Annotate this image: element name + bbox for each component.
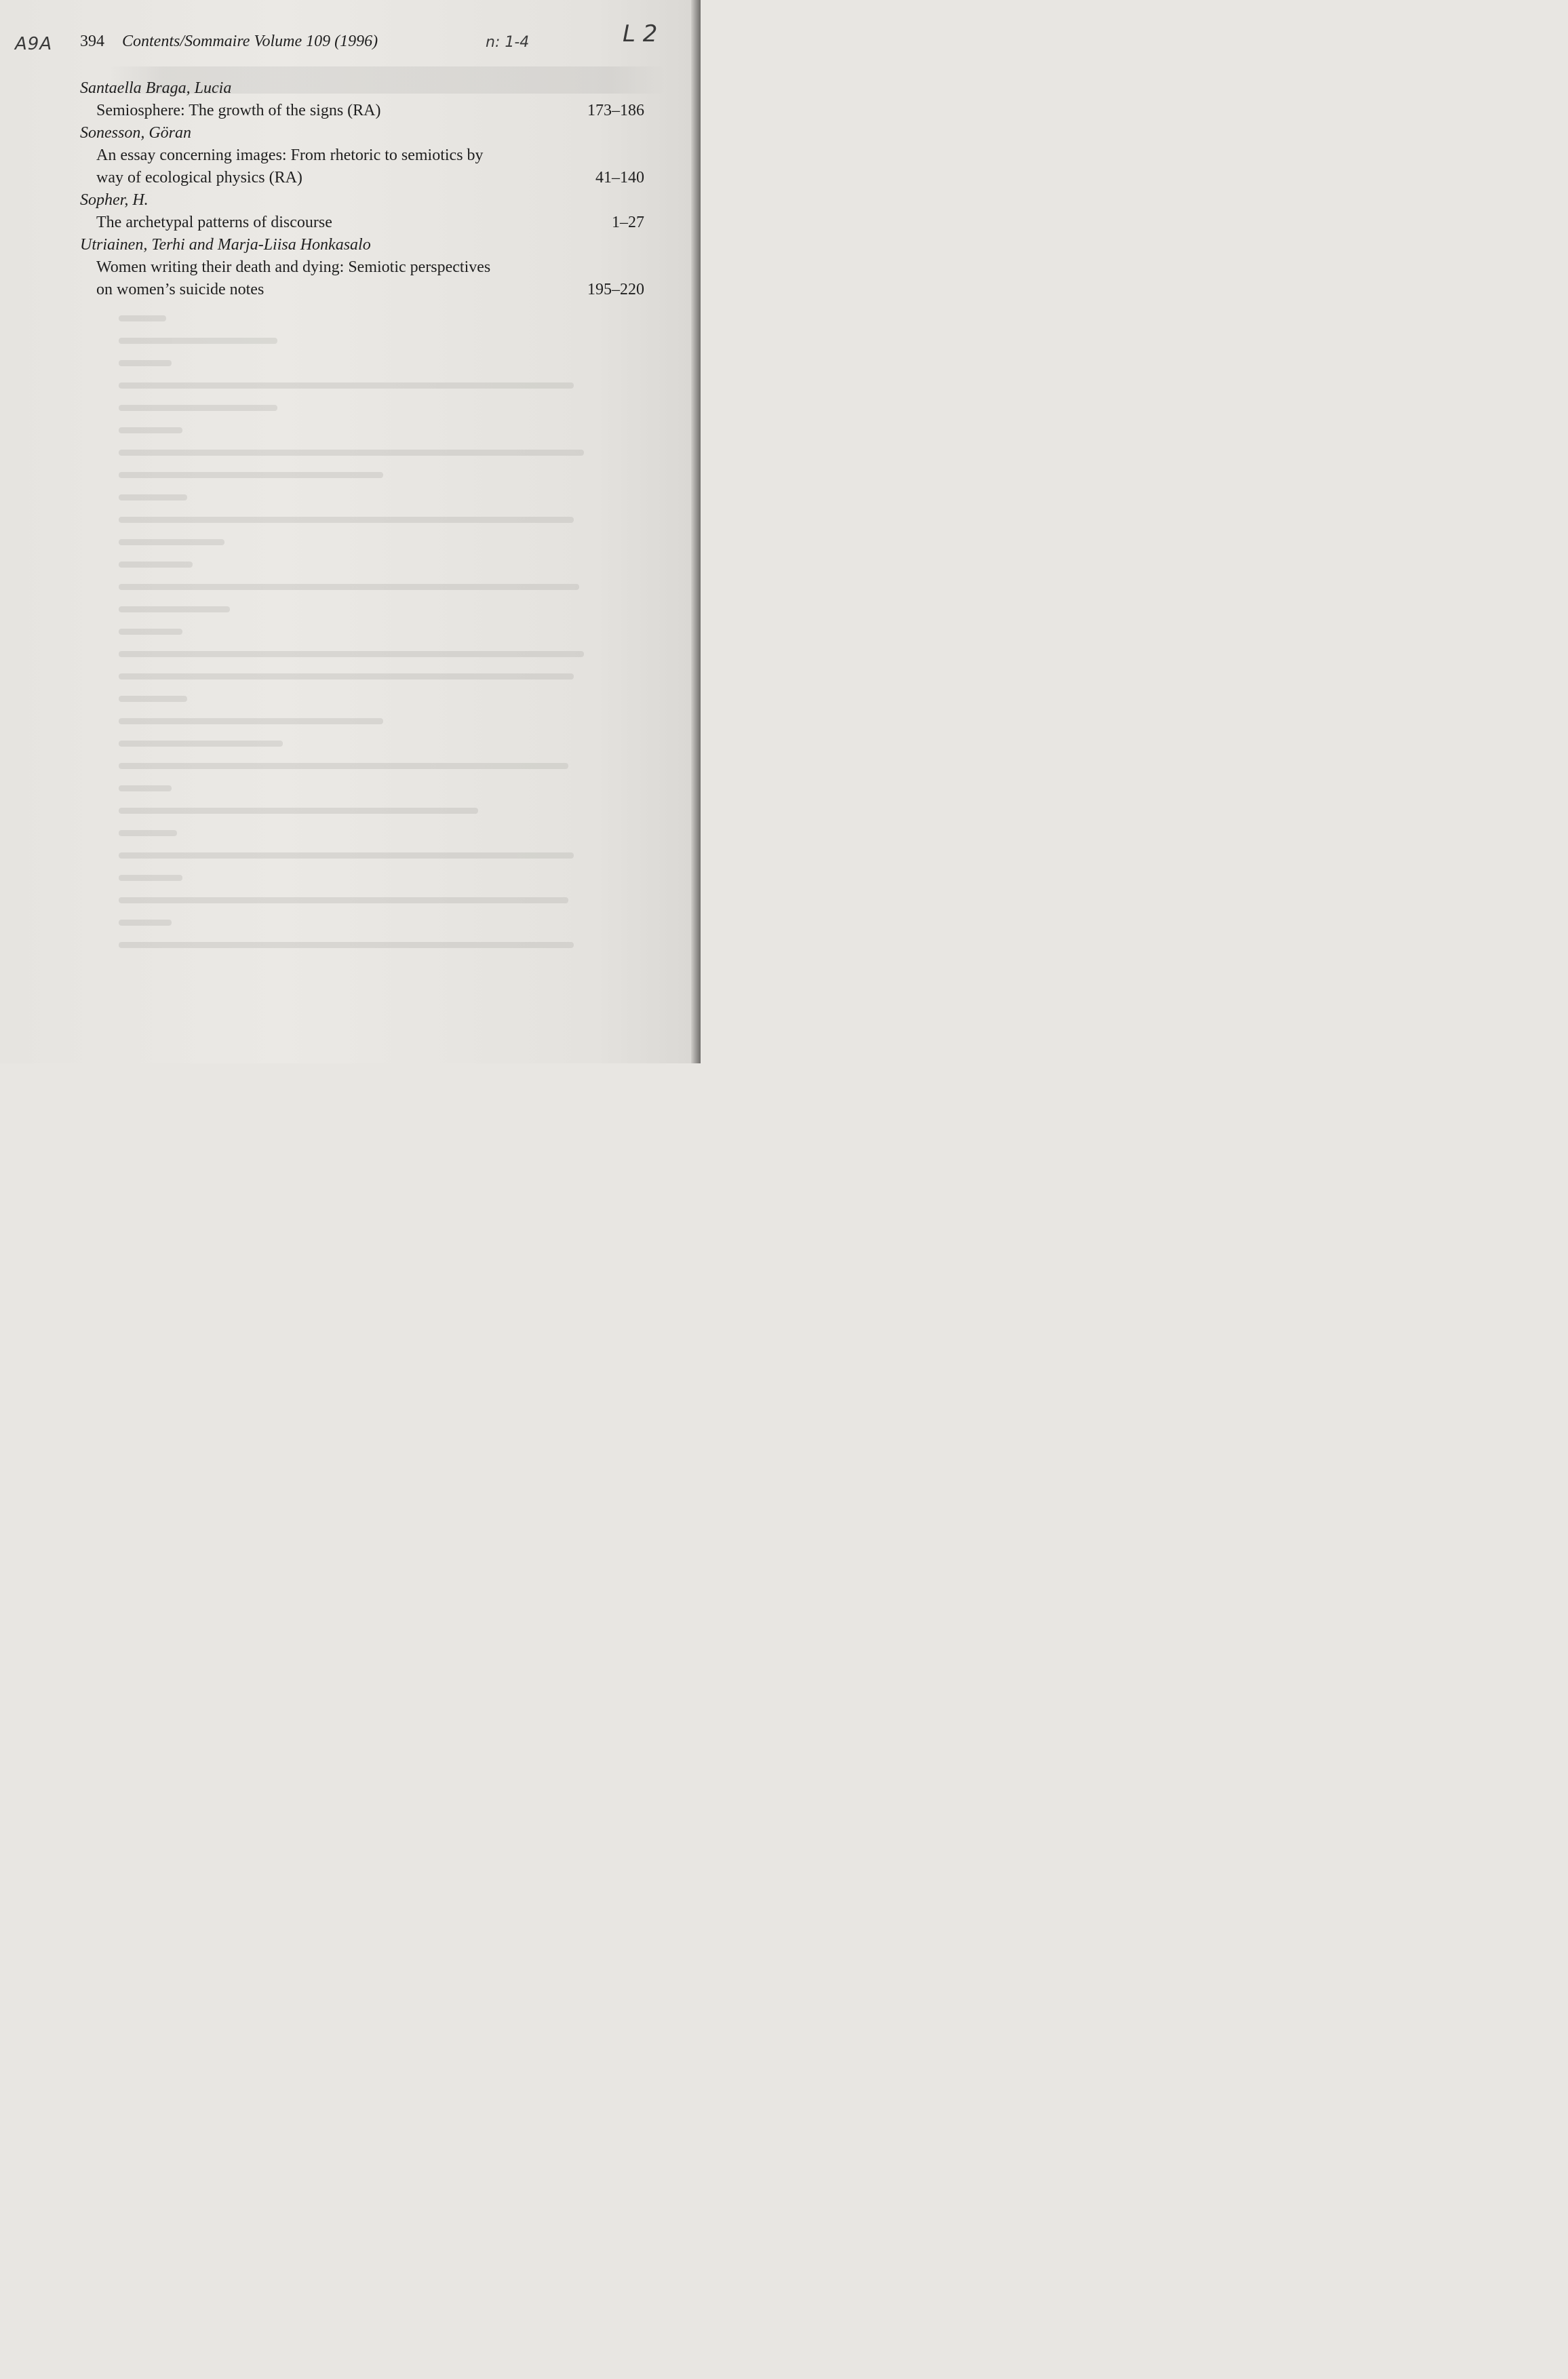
- contents-entry: [80, 122, 644, 189]
- page-range: 195–220: [587, 281, 644, 298]
- page-range: 41–140: [595, 169, 644, 186]
- author-name: Sopher, H.: [80, 191, 149, 209]
- show-through-text: [119, 315, 648, 994]
- article-title-line: The archetypal patterns of discourse: [96, 214, 332, 231]
- article-title: [80, 144, 644, 189]
- running-header: [80, 33, 378, 51]
- page-range: 1–27: [612, 214, 644, 231]
- journal-title: Contents/Sommaire Volume 109 (1996): [122, 33, 378, 50]
- article-title: [80, 256, 644, 301]
- page: [0, 0, 701, 1063]
- author-name: Sonesson, Göran: [80, 124, 192, 142]
- article-title: [80, 212, 644, 234]
- handwritten-note-left: A9A: [15, 34, 53, 54]
- page-range: 173–186: [587, 102, 644, 119]
- handwritten-note-issue: n: 1-4: [486, 34, 530, 51]
- book-gutter: [691, 0, 701, 1063]
- article-title-line: Women writing their death and dying: Semiotic perspectives: [96, 258, 491, 276]
- article-title-line: An essay concerning images: From rhetoric to semiotics by: [96, 146, 484, 164]
- contents-entry: [80, 77, 644, 122]
- article-title-line: Semiosphere: The growth of the signs (RA): [96, 102, 381, 119]
- article-title-line: on women’s suicide notes: [96, 281, 264, 298]
- author-name: Santaella Braga, Lucia: [80, 79, 232, 97]
- author-name: Utriainen, Terhi and Marja-Liisa Honkasalo: [80, 236, 371, 254]
- handwritten-note-right: L 2: [623, 20, 658, 47]
- contents-list: [80, 77, 644, 301]
- article-title-line: way of ecological physics (RA): [96, 169, 302, 186]
- page-number: 394: [80, 33, 104, 50]
- article-title: [80, 100, 644, 122]
- contents-entry: [80, 189, 644, 234]
- contents-entry: [80, 234, 644, 301]
